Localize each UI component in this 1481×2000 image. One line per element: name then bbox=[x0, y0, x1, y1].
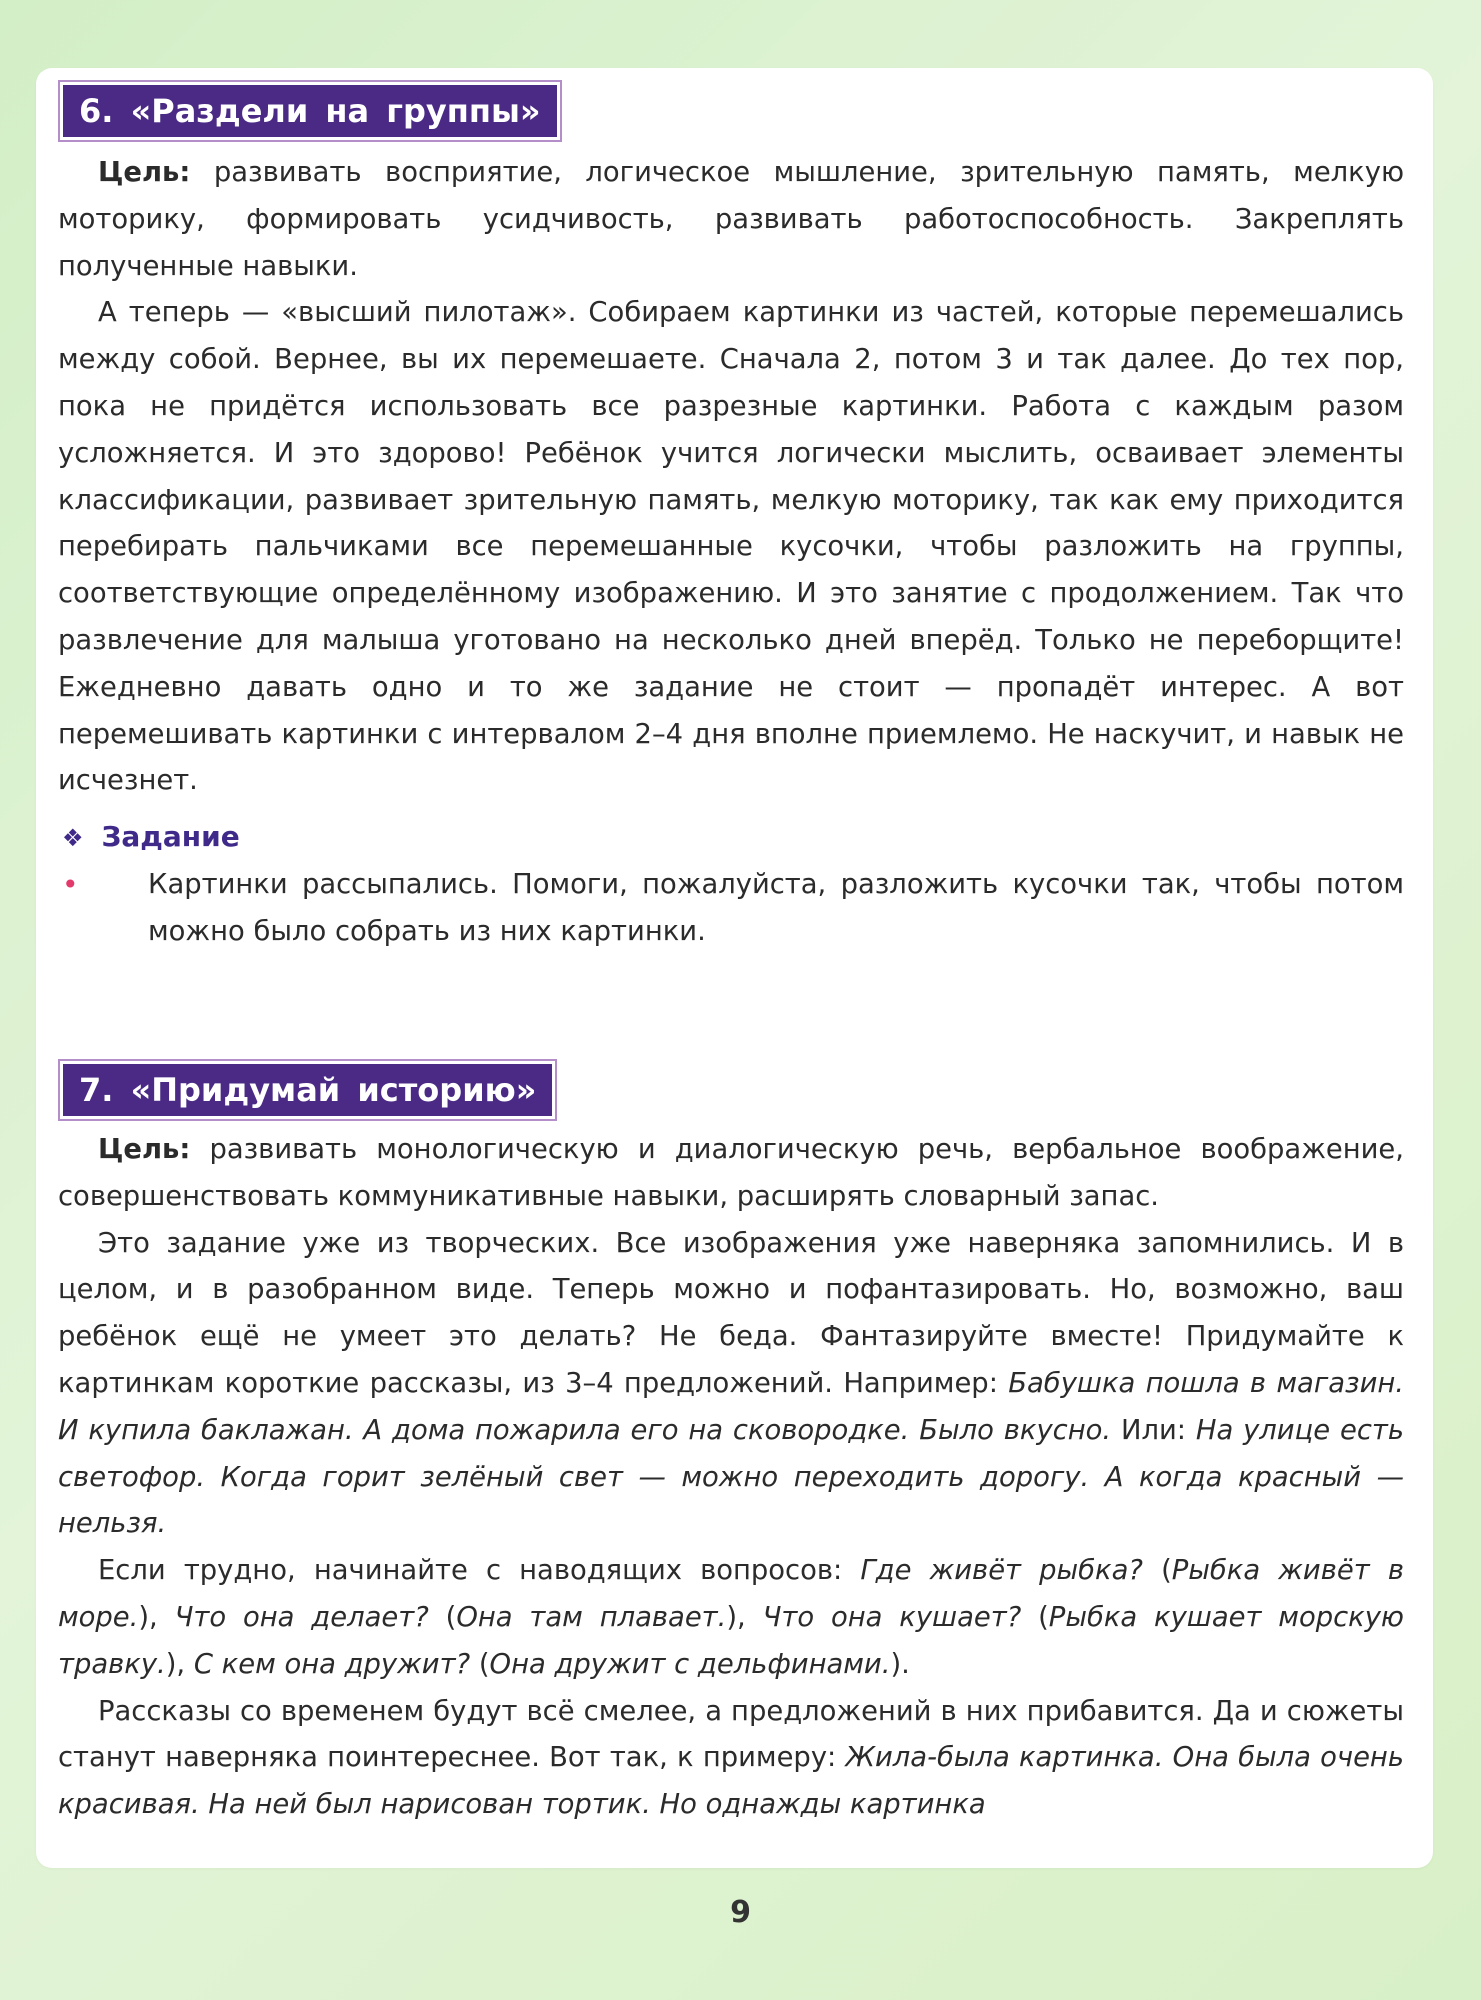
bullet-dot-icon: • bbox=[62, 868, 79, 901]
section-7-paragraph-3 bbox=[58, 1548, 1404, 1688]
text-run: Это задание уже из творческих. Все изображения уже наверняка запомнились. И в целом, и в разобранном виде. Теперь можно и пофантазировать. Но, возможно, ваш ребёнок ещё не умеет это делать? Не беда. Фантазируйте вместе! Придумайте к картинкам короткие рассказы, из 3–4 предложений. Например: bbox=[58, 1227, 1404, 1399]
section-6-body bbox=[58, 150, 1404, 805]
goal-label: Цель: bbox=[98, 157, 191, 188]
goal-text: развивать монологическую и диалогическую речь, вербальное воображение, совершенствовать коммуникативные навыки, расширять словарный запас. bbox=[58, 1134, 1404, 1212]
question-text: Что она делает? bbox=[174, 1601, 429, 1633]
diamond-bullet-icon: ❖ bbox=[62, 824, 84, 852]
section-7-paragraph-4 bbox=[58, 1689, 1404, 1829]
text-run: ), bbox=[138, 1601, 175, 1633]
answer-text: Рыбка живёт в море. bbox=[58, 1555, 1404, 1633]
answer-text: Рыбка кушает морскую травку. bbox=[58, 1601, 1404, 1680]
answer-text: Она там плавает. bbox=[456, 1601, 727, 1633]
text-run: ), bbox=[726, 1601, 763, 1633]
section-7-heading: 7. «Придумай историю» bbox=[60, 1061, 555, 1119]
example-text: На улице есть светофор. Когда горит зелёный свет — можно переходить дорогу. А когда красный — нельзя. bbox=[58, 1414, 1404, 1540]
example-text: Жила-была картинка. Она была очень красивая. На ней был нарисован тортик. Но однажды картинка bbox=[58, 1742, 1404, 1821]
task-title bbox=[62, 814, 240, 861]
page-number: 9 bbox=[730, 1895, 751, 1930]
text-run: ( bbox=[470, 1648, 490, 1680]
section-7-paragraph-2 bbox=[58, 1221, 1404, 1549]
section-7-body bbox=[58, 1127, 1404, 1829]
text-run: ( bbox=[1021, 1601, 1049, 1633]
example-text: Бабушка пошла в магазин. И купила баклажан. А дома пожарила его на сковородке. Было вкусно. bbox=[58, 1367, 1404, 1446]
text-run: Рассказы со временем будут всё смелее, а предложений в них прибавится. Да и сюжеты станут наверняка поинтереснее. Вот так, к примеру: bbox=[58, 1695, 1404, 1774]
text-run: Или: bbox=[1111, 1414, 1196, 1446]
text-run: Если трудно, начинайте с наводящих вопросов: bbox=[98, 1555, 861, 1587]
answer-text: Она дружит с дельфинами. bbox=[489, 1648, 891, 1680]
question-text: С кем она дружит? bbox=[193, 1648, 471, 1680]
question-text: Что она кушает? bbox=[762, 1601, 1022, 1633]
section-6-paragraph: А теперь — «высший пилотаж». Собираем картинки из частей, которые перемешались между собой. Вернее, вы их перемешаете. Сначала 2, потом 3 и так далее. До тех пор, пока не придётся использовать все разрезные картинки. Работа с каждым разом усложняется. И это здорово! Ребёнок учится логически мыслить, осваивает элементы классификации, развивает зрительную память, мелкую моторику, так как ему приходится перебирать пальчиками все перемешанные кусочки, чтобы разложить на группы, соответствующие определённому изображению. И это занятие с продолжением. Так что развлечение для малыша уготовано на несколько дней вперёд. Только не переборщите! Ежедневно давать одно и то же задание не стоит — пропадёт интерес. А вот перемешивать картинки с интервалом 2–4 дня вполне приемлемо. Не наскучит, и навык не исчезнет. bbox=[58, 297, 1404, 797]
task-item-text: Картинки рассыпались. Помоги, пожалуйста, разложить кусочки так, чтобы потом можно было собрать из них картинки. bbox=[148, 869, 1404, 947]
section-6-goal bbox=[58, 150, 1404, 290]
text-run: ), bbox=[165, 1648, 194, 1680]
text-run: ). bbox=[890, 1648, 910, 1680]
section-6-heading: 6. «Раздели на группы» bbox=[60, 82, 560, 140]
section-7-goal bbox=[58, 1127, 1404, 1221]
task-title-label: Задание bbox=[101, 820, 240, 853]
task-item bbox=[62, 862, 1404, 956]
goal-text: развивать восприятие, логическое мышление, зрительную память, мелкую моторику, формировать усидчивость, развивать работоспособность. Закреплять полученные навыки. bbox=[58, 157, 1404, 282]
goal-label: Цель: bbox=[98, 1134, 191, 1165]
text-run: ( bbox=[428, 1601, 457, 1633]
text-run: ( bbox=[1142, 1555, 1172, 1587]
question-text: Где живёт рыбка? bbox=[860, 1555, 1143, 1587]
